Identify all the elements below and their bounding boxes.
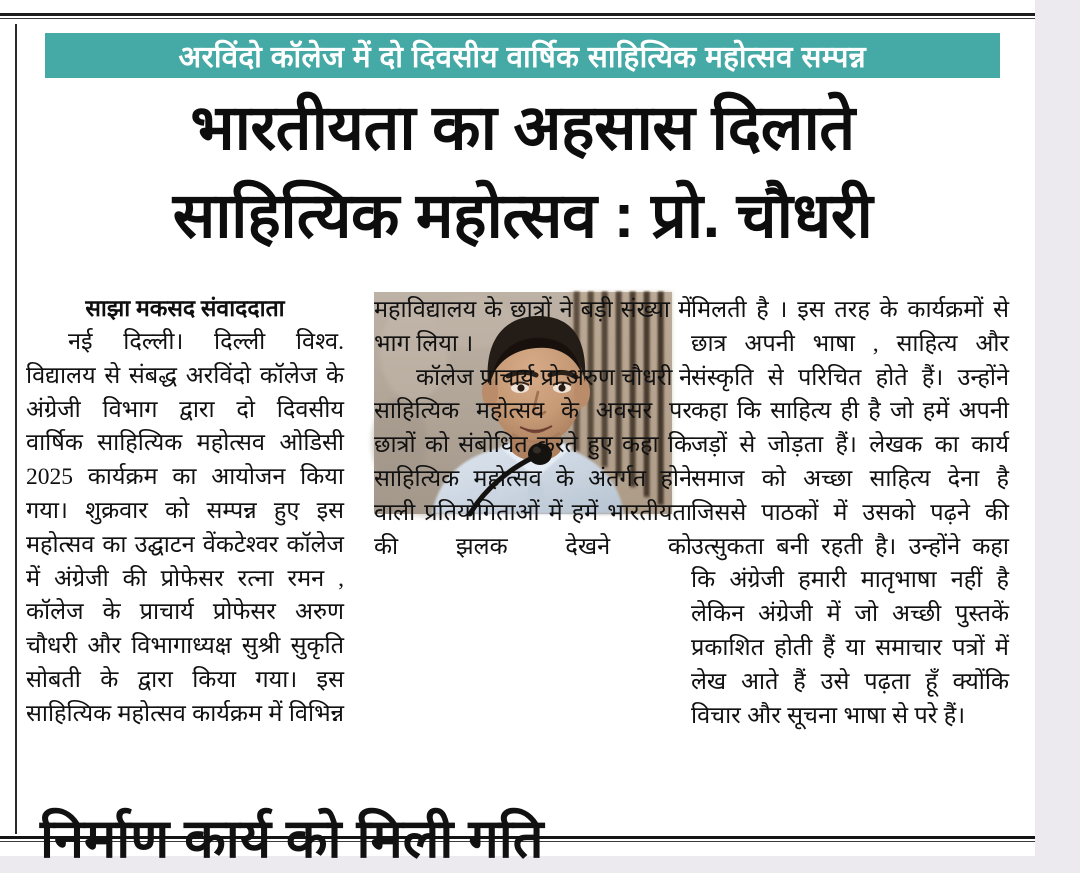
column-2-paragraph-1: महाविद्यालय के छात्रों ने बड़ी संख्या में भाग लिया । [374,297,692,357]
column-2-body [374,294,692,564]
page-headline [30,84,1015,260]
headline-line-2: साहित्यिक महोत्सव : प्रो. चौधरी [172,181,873,251]
column-1-body [26,326,344,732]
top-rule-secondary [0,18,1035,19]
byline-agency: साझा मकसद संवाददाता [85,296,285,321]
headline-line-1: भारतीयता का अहसास दिलाते [190,93,855,163]
article-columns [26,294,1011,834]
column-1-paragraph-1: नई दिल्ली। दिल्ली विश्व. विद्यालय से संबद्ध अरविंदो कॉलेज के अंग्रेजी विभाग द्वारा दो दिवसीय वार्षिक साहित्यिक महोत्सव ओडिसी 2025 कार्यक्रम का आयोजन किया गया। शुक्रवार को सम्पन्न हुए इस महोत्सव का उद्घाटन वेंकटेश्वर कॉलेज में अंग्रेजी की प्रोफेसर रत्ना रमन , कॉलेज के प्राचार्य प्रोफेसर अरुण चौधरी और विभागाध्यक्ष सुश्री सुकृति सोबती के द्वारा किया गया। इस साहित्यिक महोत्सव कार्यक्रम में विभिन्न [26,329,344,727]
next-article-headline-partial: निर्माण कार्य को मिली गति [40,809,544,869]
next-article-peek [0,809,1035,869]
text-column-3 [691,294,1009,834]
text-column-1 [26,294,344,834]
left-column-rule [15,24,17,834]
kicker-text: अरविंदो कॉलेज में दो दिवसीय वार्षिक साहित्यिक महोत्सव सम्पन्न [178,41,867,74]
column-2-paragraph-2: कॉलेज प्राचार्य प्रो.अरुण चौधरी ने साहित्यिक महोत्सव के अवसर पर छात्रों को संबोधित करते हुए कहा कि साहित्यिक महोत्सव के अंतर्गत होने वाली प्रतियोगिताओं में हमें भारतीयता की झलक देखने को [374,364,692,560]
kicker-banner [45,33,1000,78]
column-3-paragraph-1: मिलती है । इस तरह के कार्यक्रमों से छात्र अपनी भाषा , साहित्य और संस्कृति से परिचित होते हैं। उन्होंने कहा कि साहित्य ही है जो हमें अपनी जड़ों से जोड़ता हैं। लेखक का कार्य समाज को अच्छा साहित्य देना है जिससे पाठकों में उसको पढ़ने की उत्सुकता बनी रहती है। उन्होंने कहा कि अंग्रेजी हमारी मातृभाषा नहीं है लेकिन अंग्रेजी में जो अच्छी पुस्तकें प्रकाशित होती हैं या समाचार पत्रों में लेख आते हैं उसे पढ़ता हूँ क्योंकि विचार और सूचना भाषा से परे हैं। [691,297,1009,729]
text-column-2 [374,294,692,834]
column-3-body [691,294,1009,733]
top-rule [0,13,1035,16]
page-right-margin [1035,0,1080,856]
